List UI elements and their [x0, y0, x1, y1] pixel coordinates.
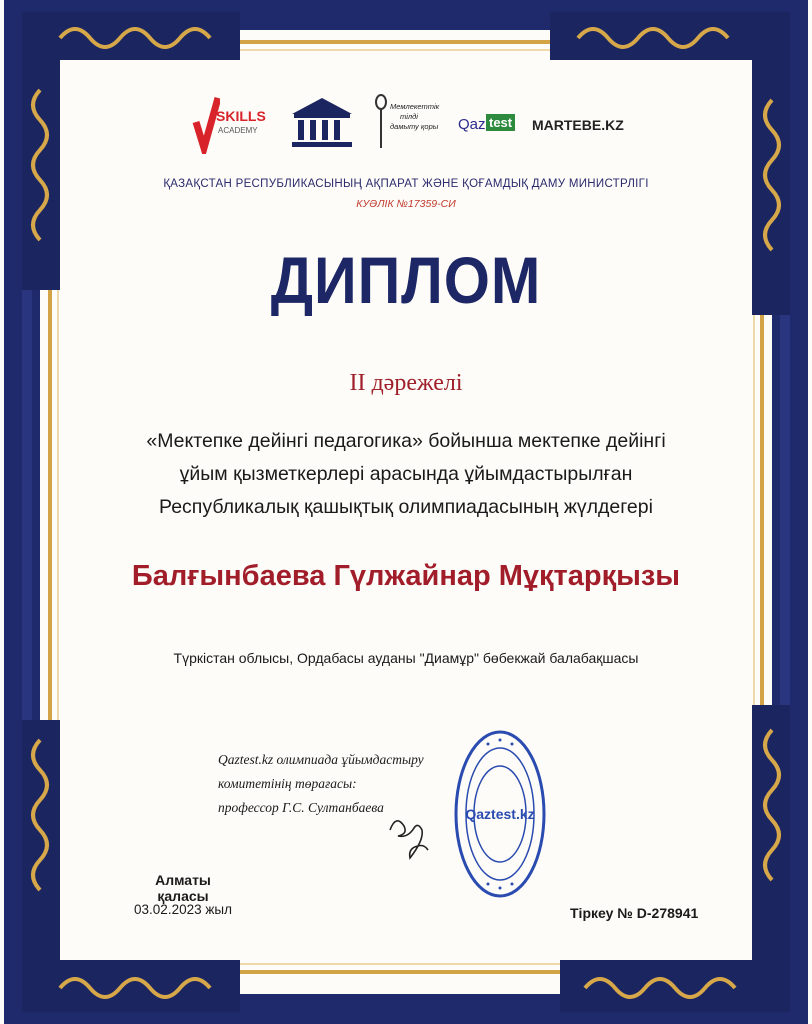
signatory-line: профессор Г.С. Султанбаева [218, 800, 384, 815]
signatory-line: Qaztest.kz олимпиада ұйымдастыру [218, 752, 424, 767]
ministry-line: ҚАЗАҚСТАН РЕСПУБЛИКАСЫНЫҢ АҚПАРАТ ЖӘНЕ ҚОҒАМДЫҚ ДАМУ МИНИСТРЛІГІ [163, 178, 649, 190]
recipient-organization: Түркістан облысы, Ордабасы ауданы "Диамұр" бөбекжай балабақшасы [173, 650, 639, 666]
degree-label: II дәрежелі [349, 370, 463, 396]
description-line: ұйым қызметкерлері арасында ұйымдастырылған [179, 463, 633, 485]
issue-date: 03.02.2023 жыл [134, 902, 232, 917]
registration-number: Тіркеу № D-278941 [570, 905, 699, 921]
corner-ornament-bottom-right [560, 705, 790, 1012]
logo-row [190, 92, 630, 162]
diploma-title: ДИПЛОМ [270, 243, 542, 317]
martebe-logo: MARTEBE.KZ [532, 117, 624, 133]
description-line: «Мектепке дейінгі педагогика» бойынша мектепке дейінгі [146, 430, 666, 452]
qaztest-logo: Qaz test [458, 92, 528, 158]
recipient-name: Балғынбаева Гүлжайнар Мұқтарқызы [131, 560, 681, 592]
language-fund-logo: Мемлекеттік тілді дамыту қоры [374, 92, 444, 158]
skills-academy-logo: SKILLS ACADEMY [190, 92, 260, 158]
official-stamp [452, 728, 548, 900]
city-label: Алматы қаласы [155, 872, 211, 904]
signatory-line: комитетінің төрағасы: [218, 776, 357, 791]
corner-ornament-bottom-left [22, 720, 240, 1012]
stamp-text: Qaztest.kz [465, 806, 535, 822]
award-description [0, 425, 812, 524]
license-number: КУӘЛІК №17359-СИ [356, 198, 456, 210]
description-line: Республикалық қашықтық олимпиадасының жүлдегері [159, 496, 653, 518]
handwritten-signature [380, 800, 460, 870]
unesco-temple-logo [288, 92, 356, 158]
